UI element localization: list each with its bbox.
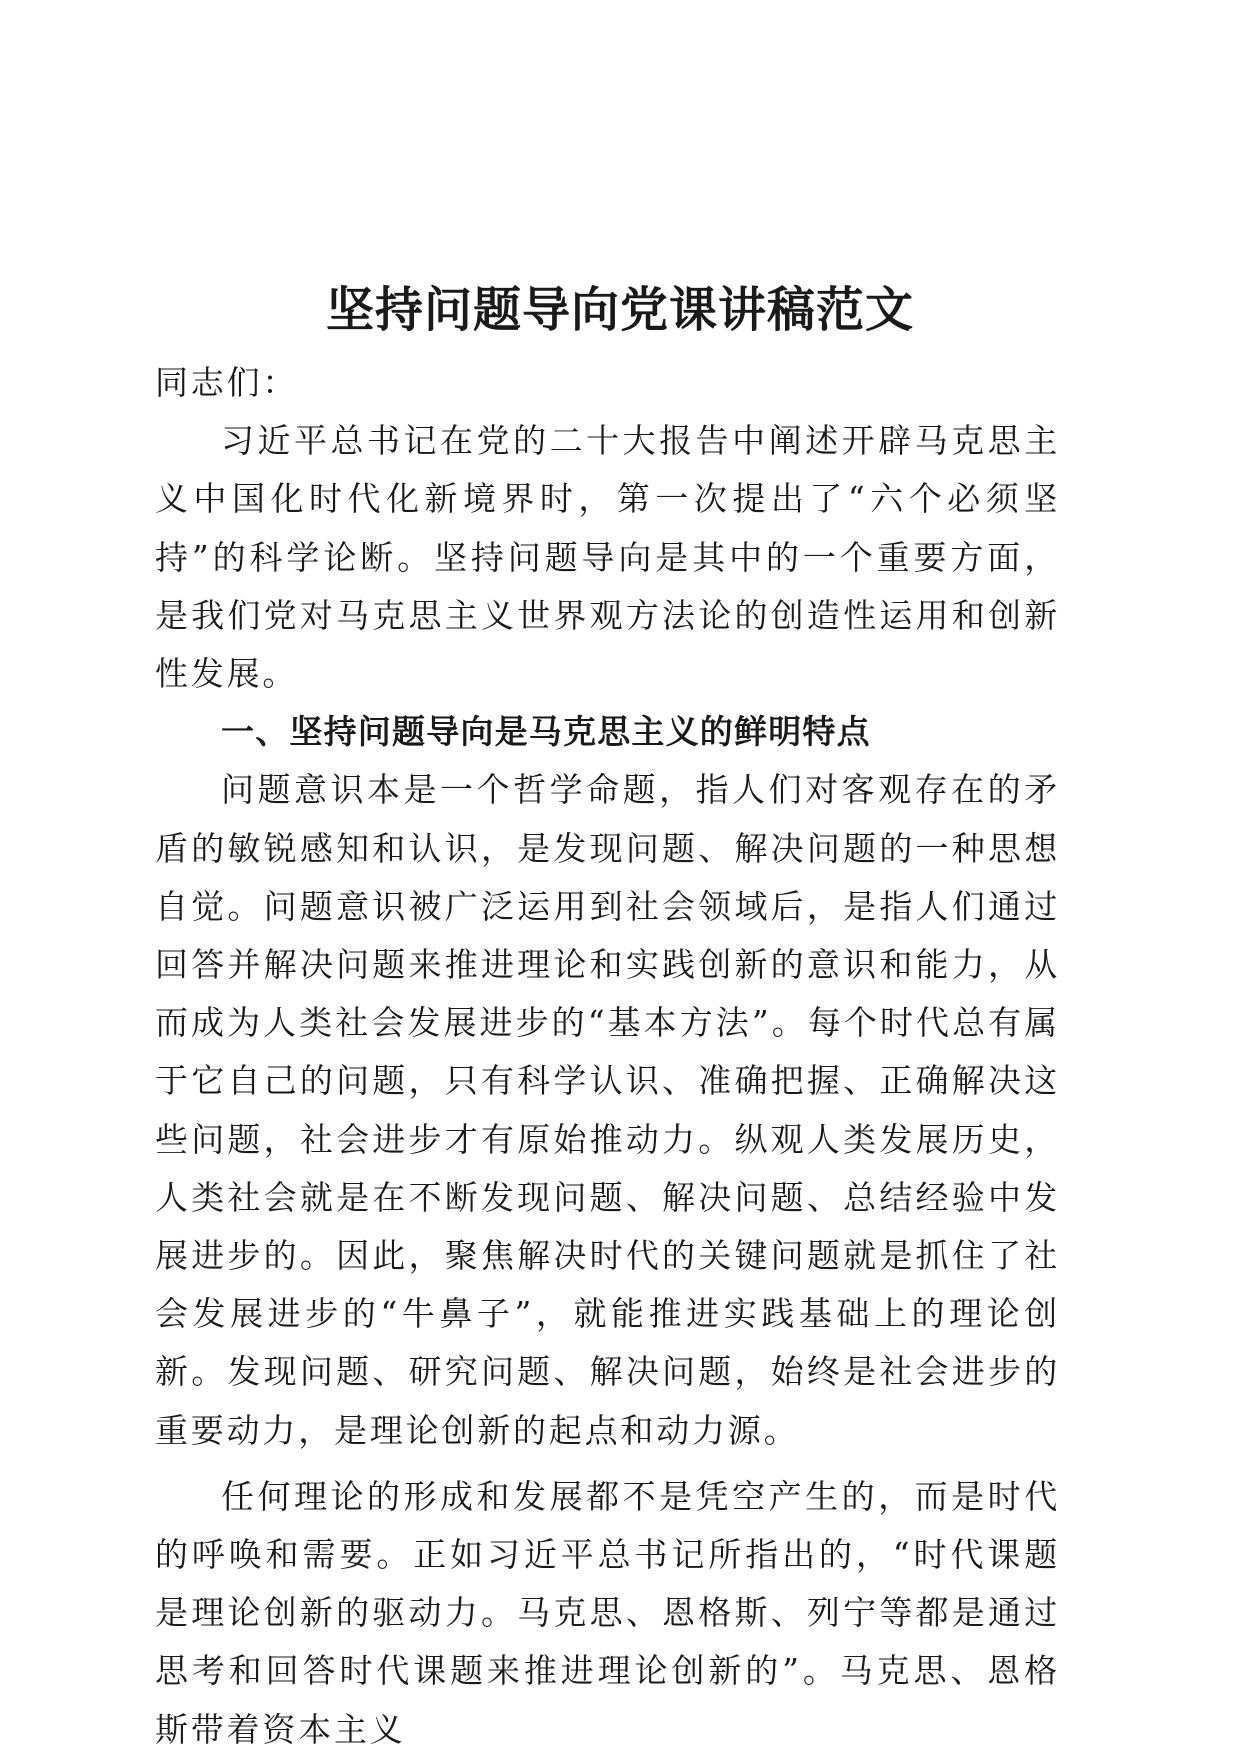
paragraph-theory-formation: 任何理论的形成和发展都不是凭空产生的，而是时代的呼唤和需要。正如习近平总书记所指出的，“时代课题是理论创新的驱动力。马克思、恩格斯、列宁等都是通过思考和回答时代课题来推进理论创新的”。马克思、恩格斯带着资本主义 xyxy=(155,1476,1060,1749)
document-body xyxy=(155,354,1060,1759)
paragraph-intro: 习近平总书记在党的二十大报告中阐述开辟马克思主义中国化时代化新境界时，第一次提出了“六个必须坚持”的科学论断。坚持问题导向是其中的一个重要方面，是我们党对马克思主义世界观方法论的创造性运用和创新性发展。 xyxy=(155,421,1060,694)
document-title: 坚持问题导向党课讲稿范文 xyxy=(325,282,914,339)
paragraph-problem-awareness: 问题意识本是一个哲学命题，指人们对客观存在的矛盾的敏锐感知和认识，是发现问题、解决问题的一种思想自觉。问题意识被广泛运用到社会领域后，是指人们通过回答并解决问题来推进理论和实践创新的意识和能力，从而成为人类社会发展进步的“基本方法”。每个时代总有属于它自己的问题，只有科学认识、准确把握、正确解决这些问题，社会进步才有原始推动力。纵观人类发展历史，人类社会就是在不断发现问题、解决问题、总结经验中发展进步的。因此，聚焦解决时代的关键问题就是抓住了社会发展进步的“牛鼻子”，就能推进实践基础上的理论创新。发现问题、研究问题、解决问题，始终是社会进步的重要动力，是理论创新的起点和动力源。 xyxy=(155,770,1060,1450)
salutation: 同志们： xyxy=(155,363,299,402)
section-heading-1: 一、坚持问题导向是马克思主义的鲜明特点 xyxy=(221,712,871,752)
